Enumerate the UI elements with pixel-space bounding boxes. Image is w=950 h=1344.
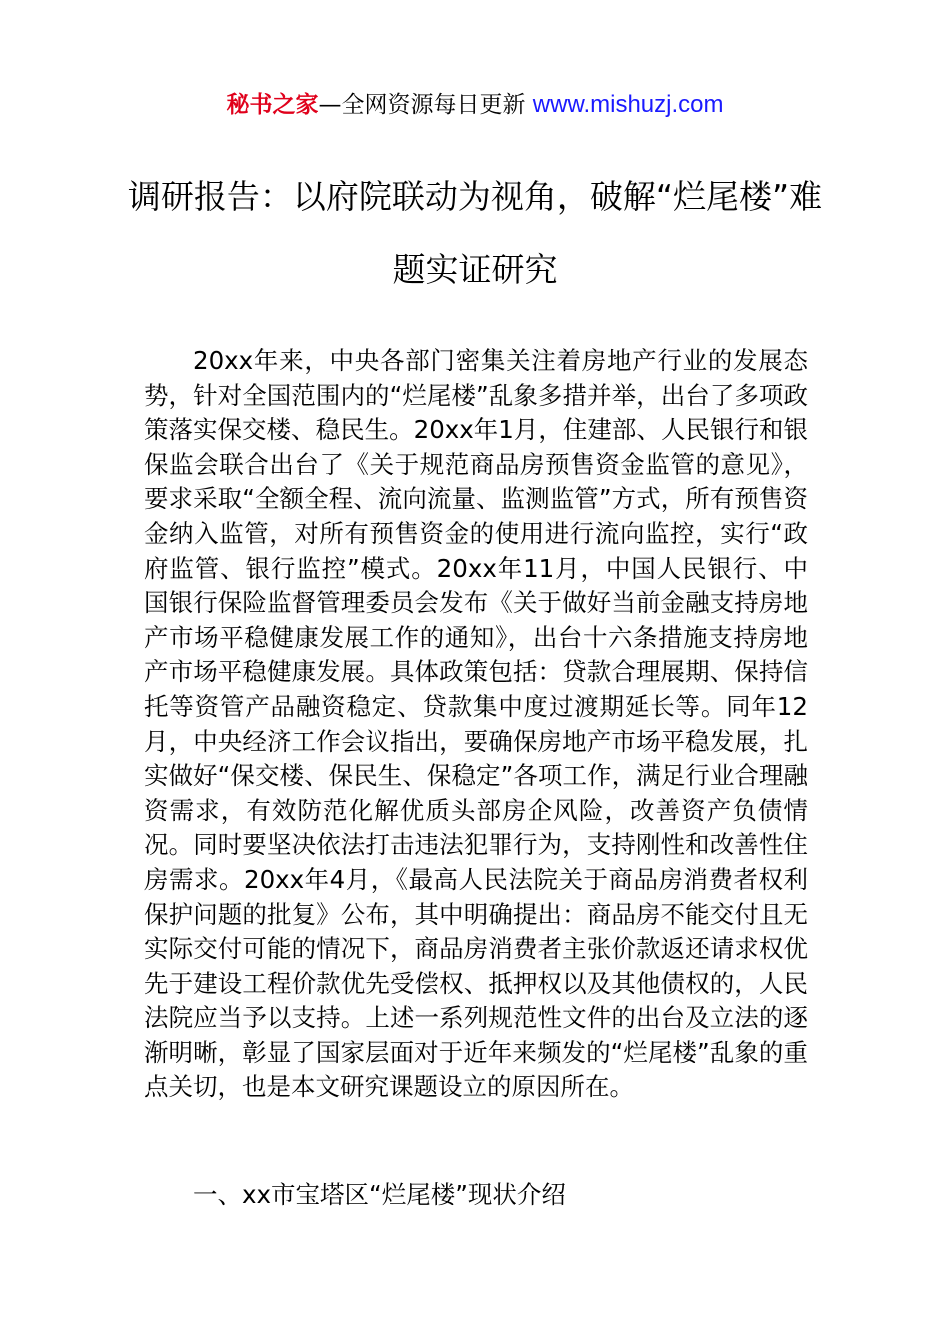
section-heading: 一、xx市宝塔区“烂尾楼”现状介绍	[193, 1180, 566, 1209]
body-paragraph: 20xx年来，中央各部门密集关注着房地产行业的发展态势，针对全国范围内的“烂尾楼”乱象多措并举，出台了多项政策落实保交楼、稳民生。20xx年1月，住建部、人民银行和银保监会联合出台了《关于规范商品房预售资金监管的意见》，要求采取“全额全程、流向流量、监测监管”方式，所有预售资金纳入监管，对所有预售资金的使用进行流向监控，实行“政府监管、银行监控”模式。20xx年11月，中国人民银行、中国银行保险监督管理委员会发布《关于做好当前金融支持房地产市场平稳健康发展工作的通知》，出台十六条措施支持房地产市场平稳健康发展。具体政策包括：贷款合理展期、保持信托等资管产品融资稳定、贷款集中度过渡期延长等。同年12月，中央经济工作会议指出，要确保房地产市场平稳发展，扎实做好“保交楼、保民生、保稳定”各项工作，满足行业合理融资需求，有效防范化解优质头部房企风险，改善资产负债情况。同时要坚决依法打击违法犯罪行为，支持刚性和改善性住房需求。20xx年4月，《最高人民法院关于商品房消费者权利保护问题的批复》公布，其中明确提出：商品房不能交付且无实际交付可能的情况下，商品房消费者主张价款返还请求权优先于建设工程价款优先受偿权、抵押权以及其他债权的，人民法院应当予以支持。上述一系列规范性文件的出台及立法的逐渐明晰，彰显了国家层面对于近年来频发的“烂尾楼”乱象的重点关切，也是本文研究课题设立的原因所在。	[144, 346, 808, 1102]
document-title: 调研报告：以府院联动为视角，破解“烂尾楼”难题实证研究	[127, 177, 823, 289]
site-brand: 秘书之家	[226, 92, 319, 118]
site-url-link[interactable]: www.mishuzj.com	[532, 91, 724, 118]
site-header	[0, 88, 950, 122]
site-tagline: —全网资源每日更新	[318, 92, 533, 118]
